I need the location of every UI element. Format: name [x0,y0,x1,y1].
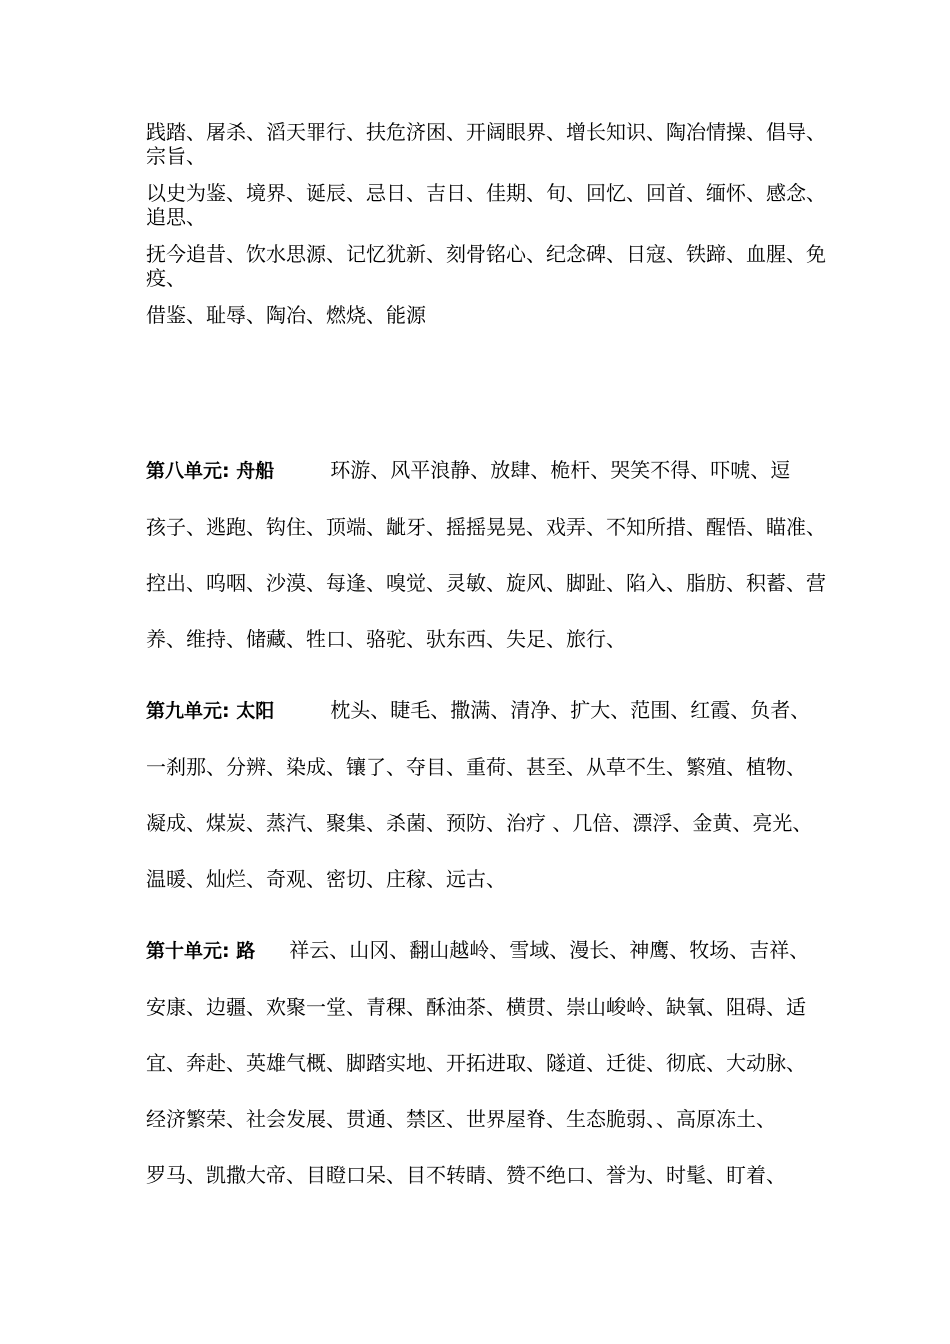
unit-10-section [146,922,836,1203]
unit-first-line [146,922,836,979]
word-line: 温暖、灿烂、奇观、密切、庄稼、远古、 [146,867,506,891]
word-line: 一刹那、分辨、染成、镶了、夺目、重荷、甚至、从草不生、繁殖、植物、 [146,755,806,779]
unit-9-section [146,682,836,907]
unit-9-title: 第九单元: 太阳 [146,700,275,722]
word-line: 践踏、屠杀、滔天罪行、扶危济困、开阔眼界、增长知识、陶冶情操、倡导、宗旨、 [146,120,826,168]
word-line: 枕头、睫毛、撒满、清净、扩大、范围、红霞、负者、 [330,698,811,722]
word-line: 孩子、逃跑、钩住、顶端、龇牙、摇摇晃晃、戏弄、不知所措、醒悟、瞄准、 [146,515,826,539]
unit-first-line [146,682,836,739]
word-line: 控出、呜咽、沙漠、每逢、嗅觉、灵敏、旋风、脚趾、陷入、脂肪、积蓄、营 [146,571,826,595]
unit-10-title: 第十单元: 路 [146,940,256,962]
unit-8-section [146,442,836,667]
word-line: 凝成、煤炭、蒸汽、聚集、杀菌、预防、治疗 、几倍、漂浮、金黄、亮光、 [146,811,813,835]
word-line: 祥云、山冈、翻山越岭、雪域、漫长、神鹰、牧场、吉祥、 [289,938,810,962]
unit-first-line [146,442,836,499]
word-line: 宜、奔赴、英雄气概、脚踏实地、开拓进取、隧道、迁徙、彻底、大动脉、 [146,1051,806,1075]
word-line: 经济繁荣、社会发展、贯通、禁区、世界屋脊、生态脆弱、、高原冻土、 [146,1107,776,1131]
word-line: 安康、边疆、欢聚一堂、青稞、酥油茶、横贯、崇山峻岭、缺氧、阻碍、适 [146,995,806,1019]
top-word-list [146,120,836,327]
document-page [146,120,836,1187]
word-line: 抚今追昔、饮水思源、记忆犹新、刻骨铭心、纪念碑、日寇、铁蹄、血腥、免疫、 [146,242,826,290]
word-line: 环游、风平浪静、放肆、桅杆、哭笑不得、吓唬、逗 [330,458,791,482]
word-line: 养、维持、储藏、牲口、骆驼、驮东西、失足、旅行、 [146,627,626,651]
unit-8-title: 第八单元: 舟船 [146,460,275,482]
word-line: 以史为鉴、境界、诞辰、忌日、吉日、佳期、旬、回忆、回首、缅怀、感念、追思、 [146,181,826,229]
word-line: 借鉴、耻辱、陶冶、燃烧、能源 [146,303,426,327]
word-line: 罗马、凯撒大帝、目瞪口呆、目不转睛、赞不绝口、誉为、时髦、盯着、 [146,1163,786,1187]
